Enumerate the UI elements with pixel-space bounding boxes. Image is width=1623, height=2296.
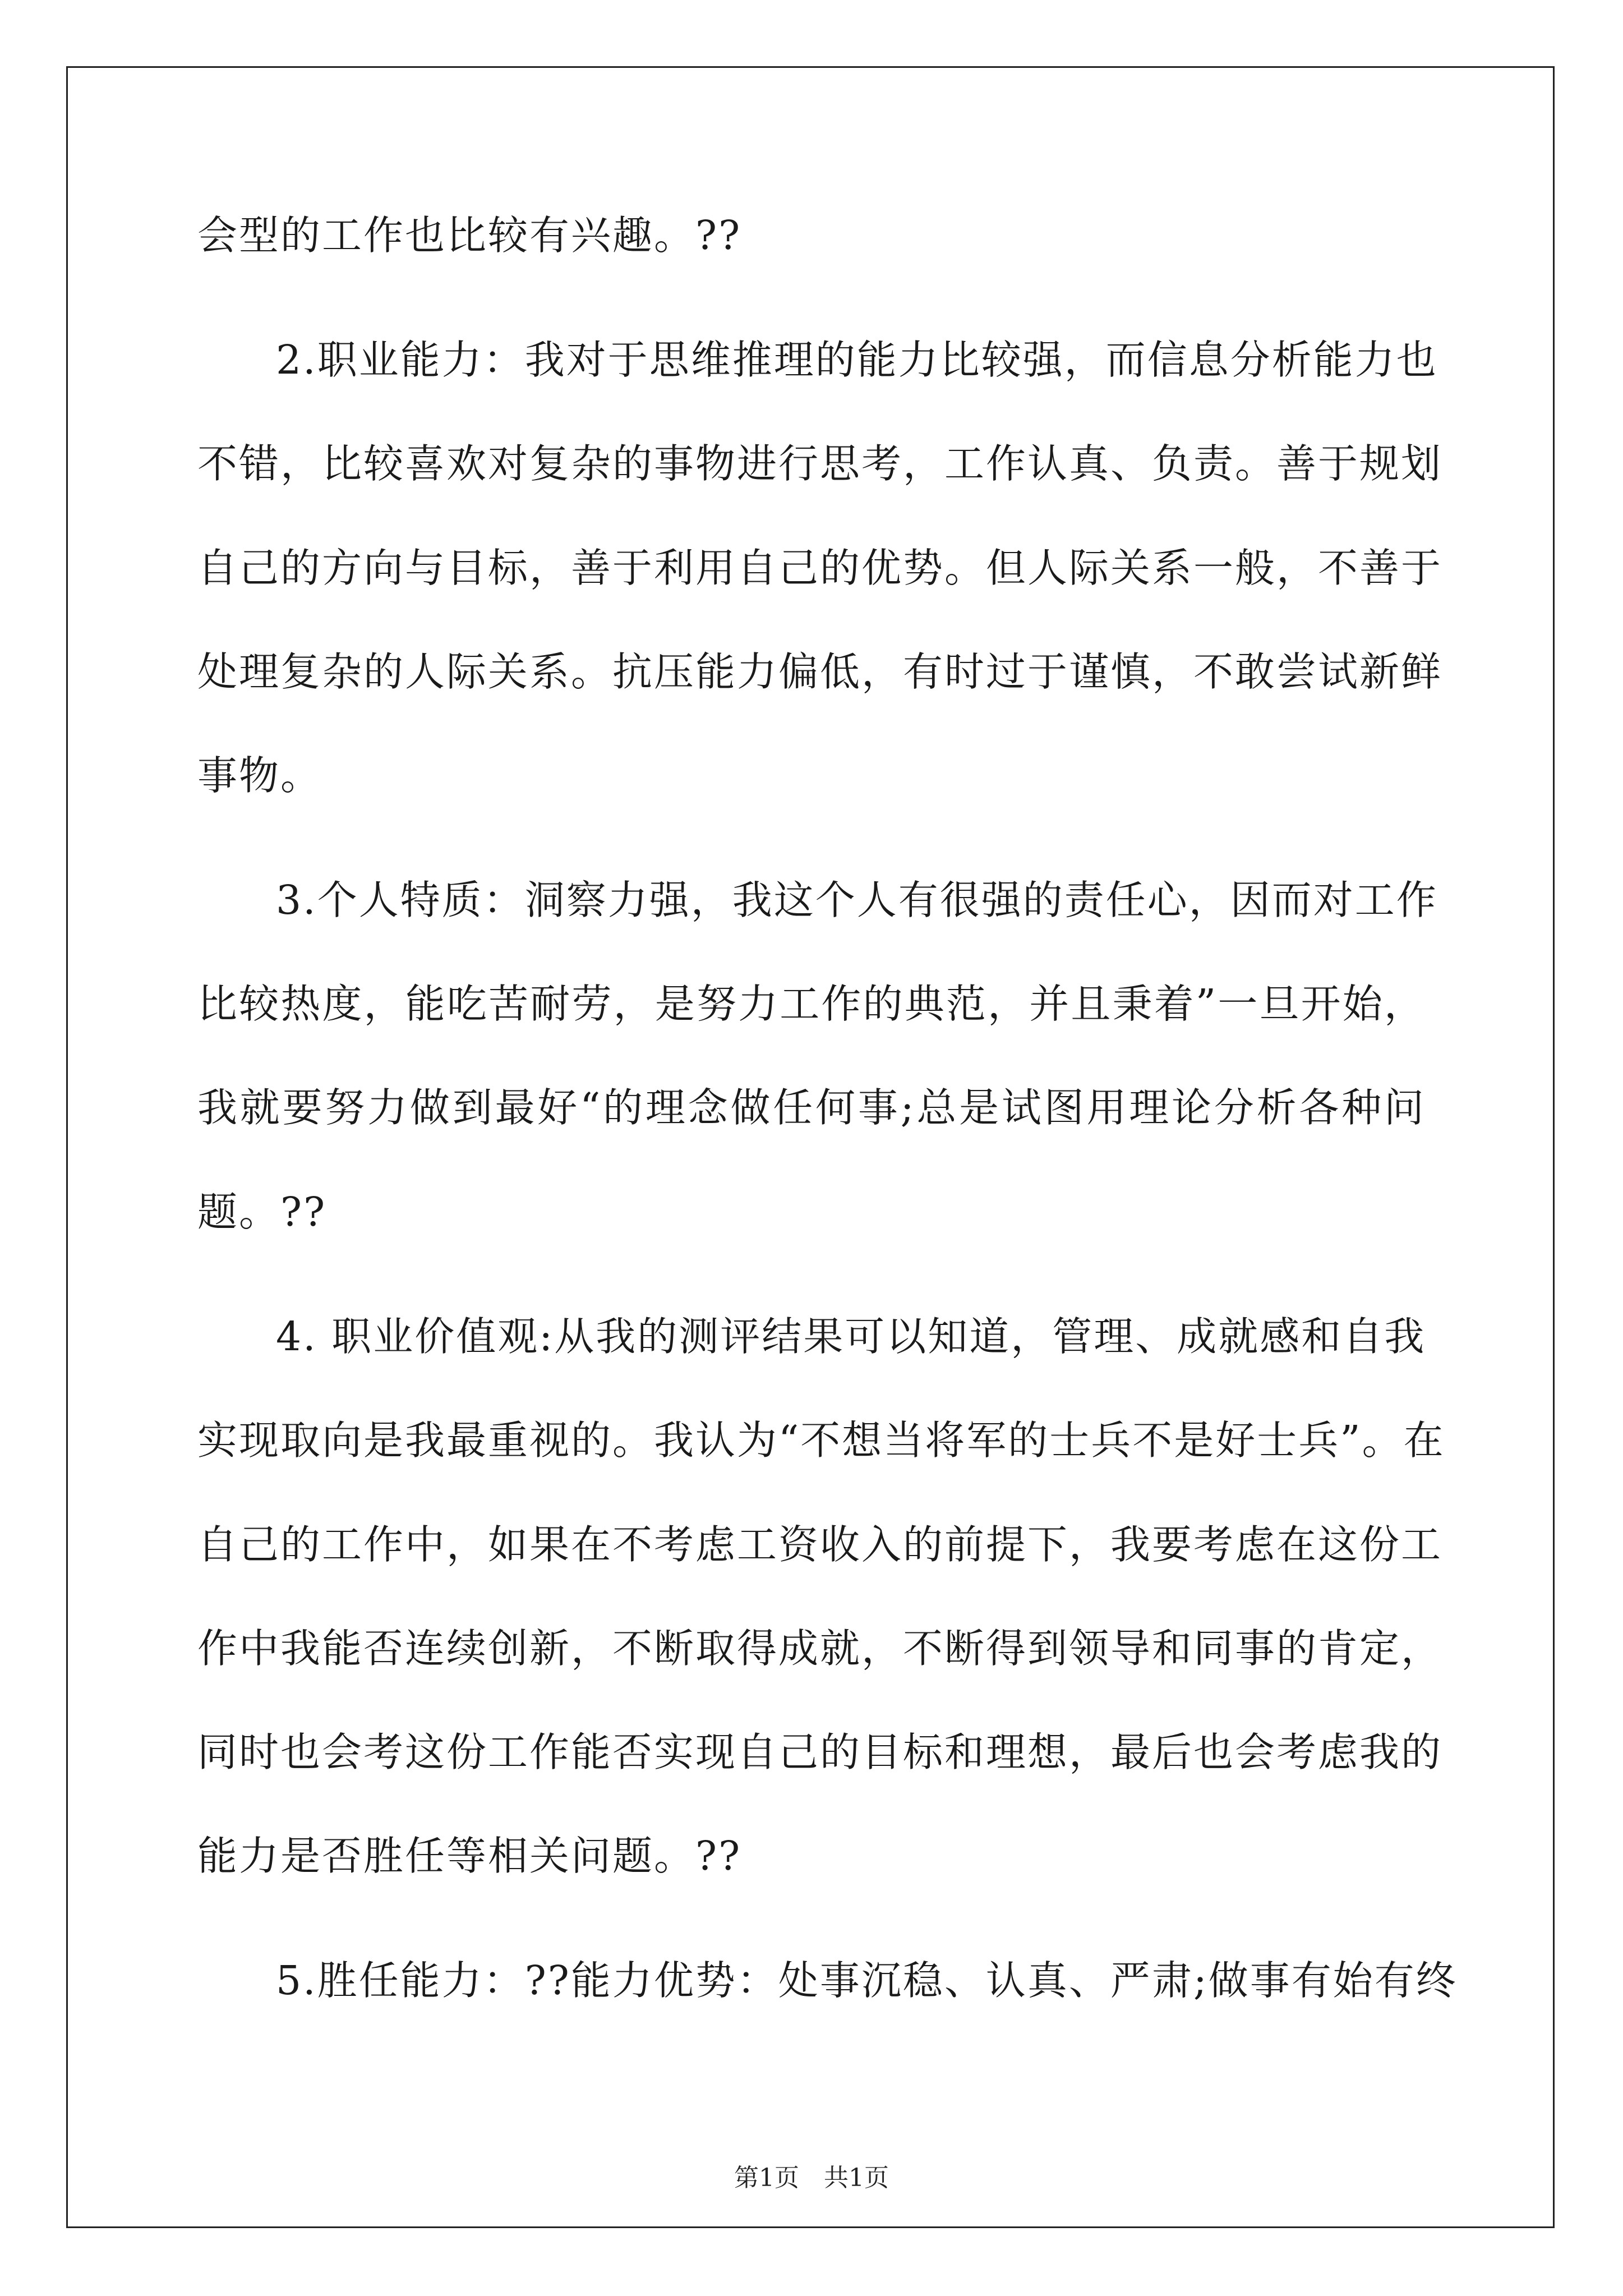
- paragraph-start-line: 5.胜任能力：??能力优势：处事沉稳、认真、严肃;做事有始有终: [276, 1957, 1458, 2004]
- paragraph-start-line: 4. 职业价值观:从我的测评结果可以知道，管理、成就感和自我: [276, 1313, 1426, 1360]
- text-line: 同时也会考这份工作能否实现自己的目标和理想，最后也会考虑我的: [197, 1729, 1443, 1775]
- page-footer: [0, 2162, 1623, 2194]
- text-line: 不错，比较喜欢对复杂的事物进行思考，工作认真、负责。善于规划: [197, 440, 1443, 487]
- text-line: 实现取向是我最重视的。我认为“不想当将军的士兵不是好士兵”。在: [197, 1417, 1445, 1464]
- paragraph-start-line: 2.职业能力：我对于思维推理的能力比较强，而信息分析能力也: [276, 337, 1438, 383]
- page-border: [66, 66, 1555, 2228]
- text-line: 题。??: [197, 1189, 327, 1235]
- paragraph-start-line: 3.个人特质：洞察力强，我这个人有很强的责任心，因而对工作: [276, 877, 1438, 923]
- text-line: 作中我能否连续创新，不断取得成就，不断得到领导和同事的肯定，: [197, 1625, 1443, 1672]
- text-line: 能力是否胜任等相关问题。??: [197, 1833, 742, 1879]
- page-total: 共1页: [824, 2164, 889, 2192]
- text-line: 比较热度，能吃苦耐劳，是努力工作的典范，并且秉着”一旦开始，: [197, 981, 1426, 1027]
- text-line: 我就要努力做到最好“的理念做任何事;总是试图用理论分析各种问: [197, 1084, 1426, 1131]
- text-line: 事物。: [197, 752, 322, 799]
- page-number: 第1页: [734, 2164, 799, 2192]
- text-line: 自己的方向与目标，善于利用自己的优势。但人际关系一般，不善于: [197, 545, 1443, 591]
- text-line: 处理复杂的人际关系。抗压能力偏低，有时过于谨慎，不敢尝试新鲜: [197, 648, 1443, 695]
- text-line: 自己的工作中，如果在不考虑工资收入的前提下，我要考虑在这份工: [197, 1521, 1443, 1568]
- text-line: 会型的工作也比较有兴趣。??: [197, 212, 742, 259]
